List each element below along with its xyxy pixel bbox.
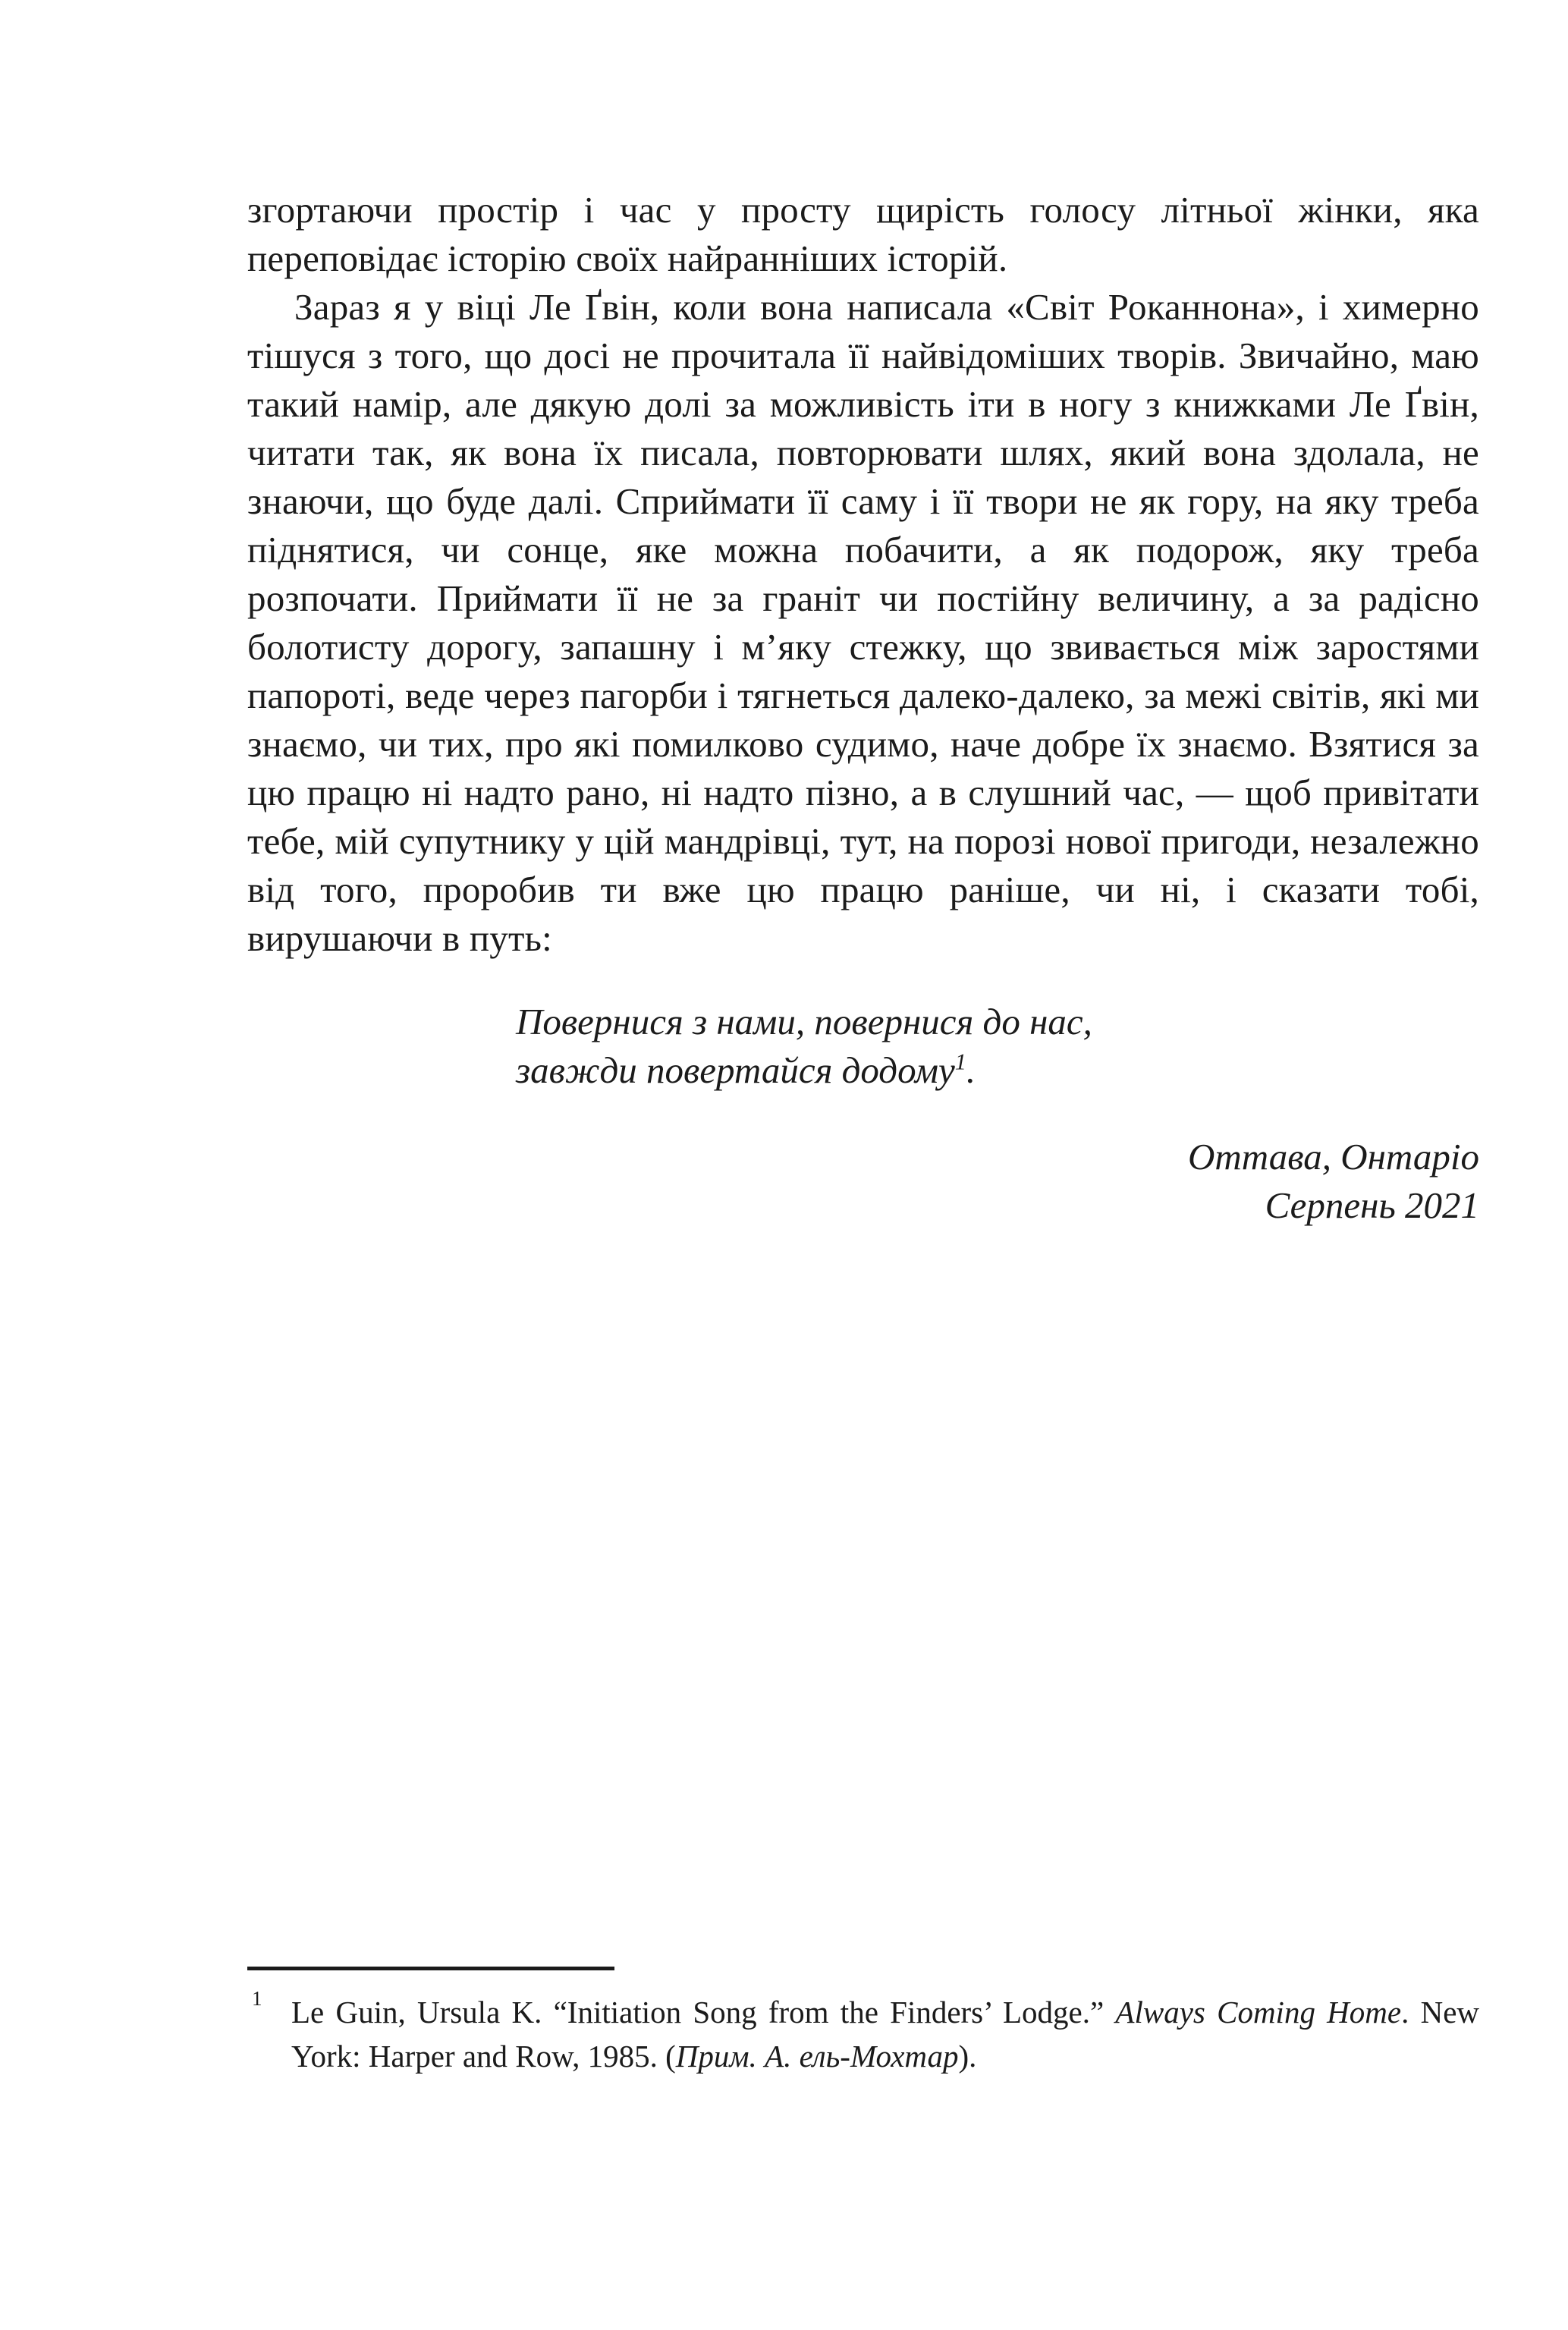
footnote-citation-part: ). (958, 2039, 977, 2074)
text-block (247, 186, 1479, 1230)
footnote-rule (247, 1967, 614, 1970)
footnote-ref: 1 (954, 1049, 966, 1075)
verse-line-2-text: завжди повертайся додому (516, 1049, 955, 1091)
footnote-marker: 1 (252, 1987, 262, 2010)
footnote-title-italic: Always Coming Home (1115, 1995, 1402, 2030)
verse-quote (516, 998, 1479, 1095)
paragraph-main: Зараз я у віці Ле Ґвін, коли вона написала «Світ Роканнона», і химерно тішуся з того, що досі не прочитала її найвідоміших творів. Звичайно, маю такий намір, але дякую долі за можливість іти в ногу з книжками Ле Ґвін, читати так, як вона їх писала, повторювати шлях, який вона здолала, не знаючи, що буде далі. Сприймати її саму і її твори не як гору, на яку треба піднятися, чи сонце, яке можна побачити, а як подорож, яку треба розпочати. Приймати її не за граніт чи постійну величину, а за радісно болотисту дорогу, запашну і м’яку стежку, що звивається між заростями папороті, веде через пагорби і тягнеться далеко-далеко, за межі світів, які ми знаємо, чи тих, про які помилково судимо, наче добре їх знаємо. Взятися за цю працю ні надто рано, ні надто пізно, а в слушний час, — щоб привітати тебе, мій супутнику у цій мандрівці, тут, на порозі нової пригоди, незалежно від того, проробив ти вже цю працю раніше, чи ні, і сказати тобі, вирушаючи в путь: (247, 286, 1479, 959)
verse-line-2-end: . (966, 1049, 976, 1091)
verse-line-2 (516, 1046, 1479, 1095)
signoff-place: Оттава, Онтаріо (1188, 1136, 1479, 1178)
signoff (247, 1133, 1479, 1230)
footnote-citation-part: Le Guin, Ursula K. “Initiation Song from the Finders’ Lodge.” (291, 1995, 1116, 2030)
footnote-citation-part: . New York: Harper and Row, 1985. ( (291, 1995, 1479, 2074)
footnote-translator-note-italic: Прим. А. ель-Мохтар (675, 2039, 959, 2074)
signoff-date: Серпень 2021 (1265, 1184, 1479, 1226)
footnote (247, 1987, 1479, 2078)
paragraph-continuation: згортаючи простір і час у просту щирість голосу літньої жінки, яка переповідає історію своїх найранніших історій. (247, 189, 1479, 279)
verse-line-1: Повернися з нами, повернися до нас, (516, 1001, 1092, 1042)
footnote-block (247, 1967, 1479, 2078)
